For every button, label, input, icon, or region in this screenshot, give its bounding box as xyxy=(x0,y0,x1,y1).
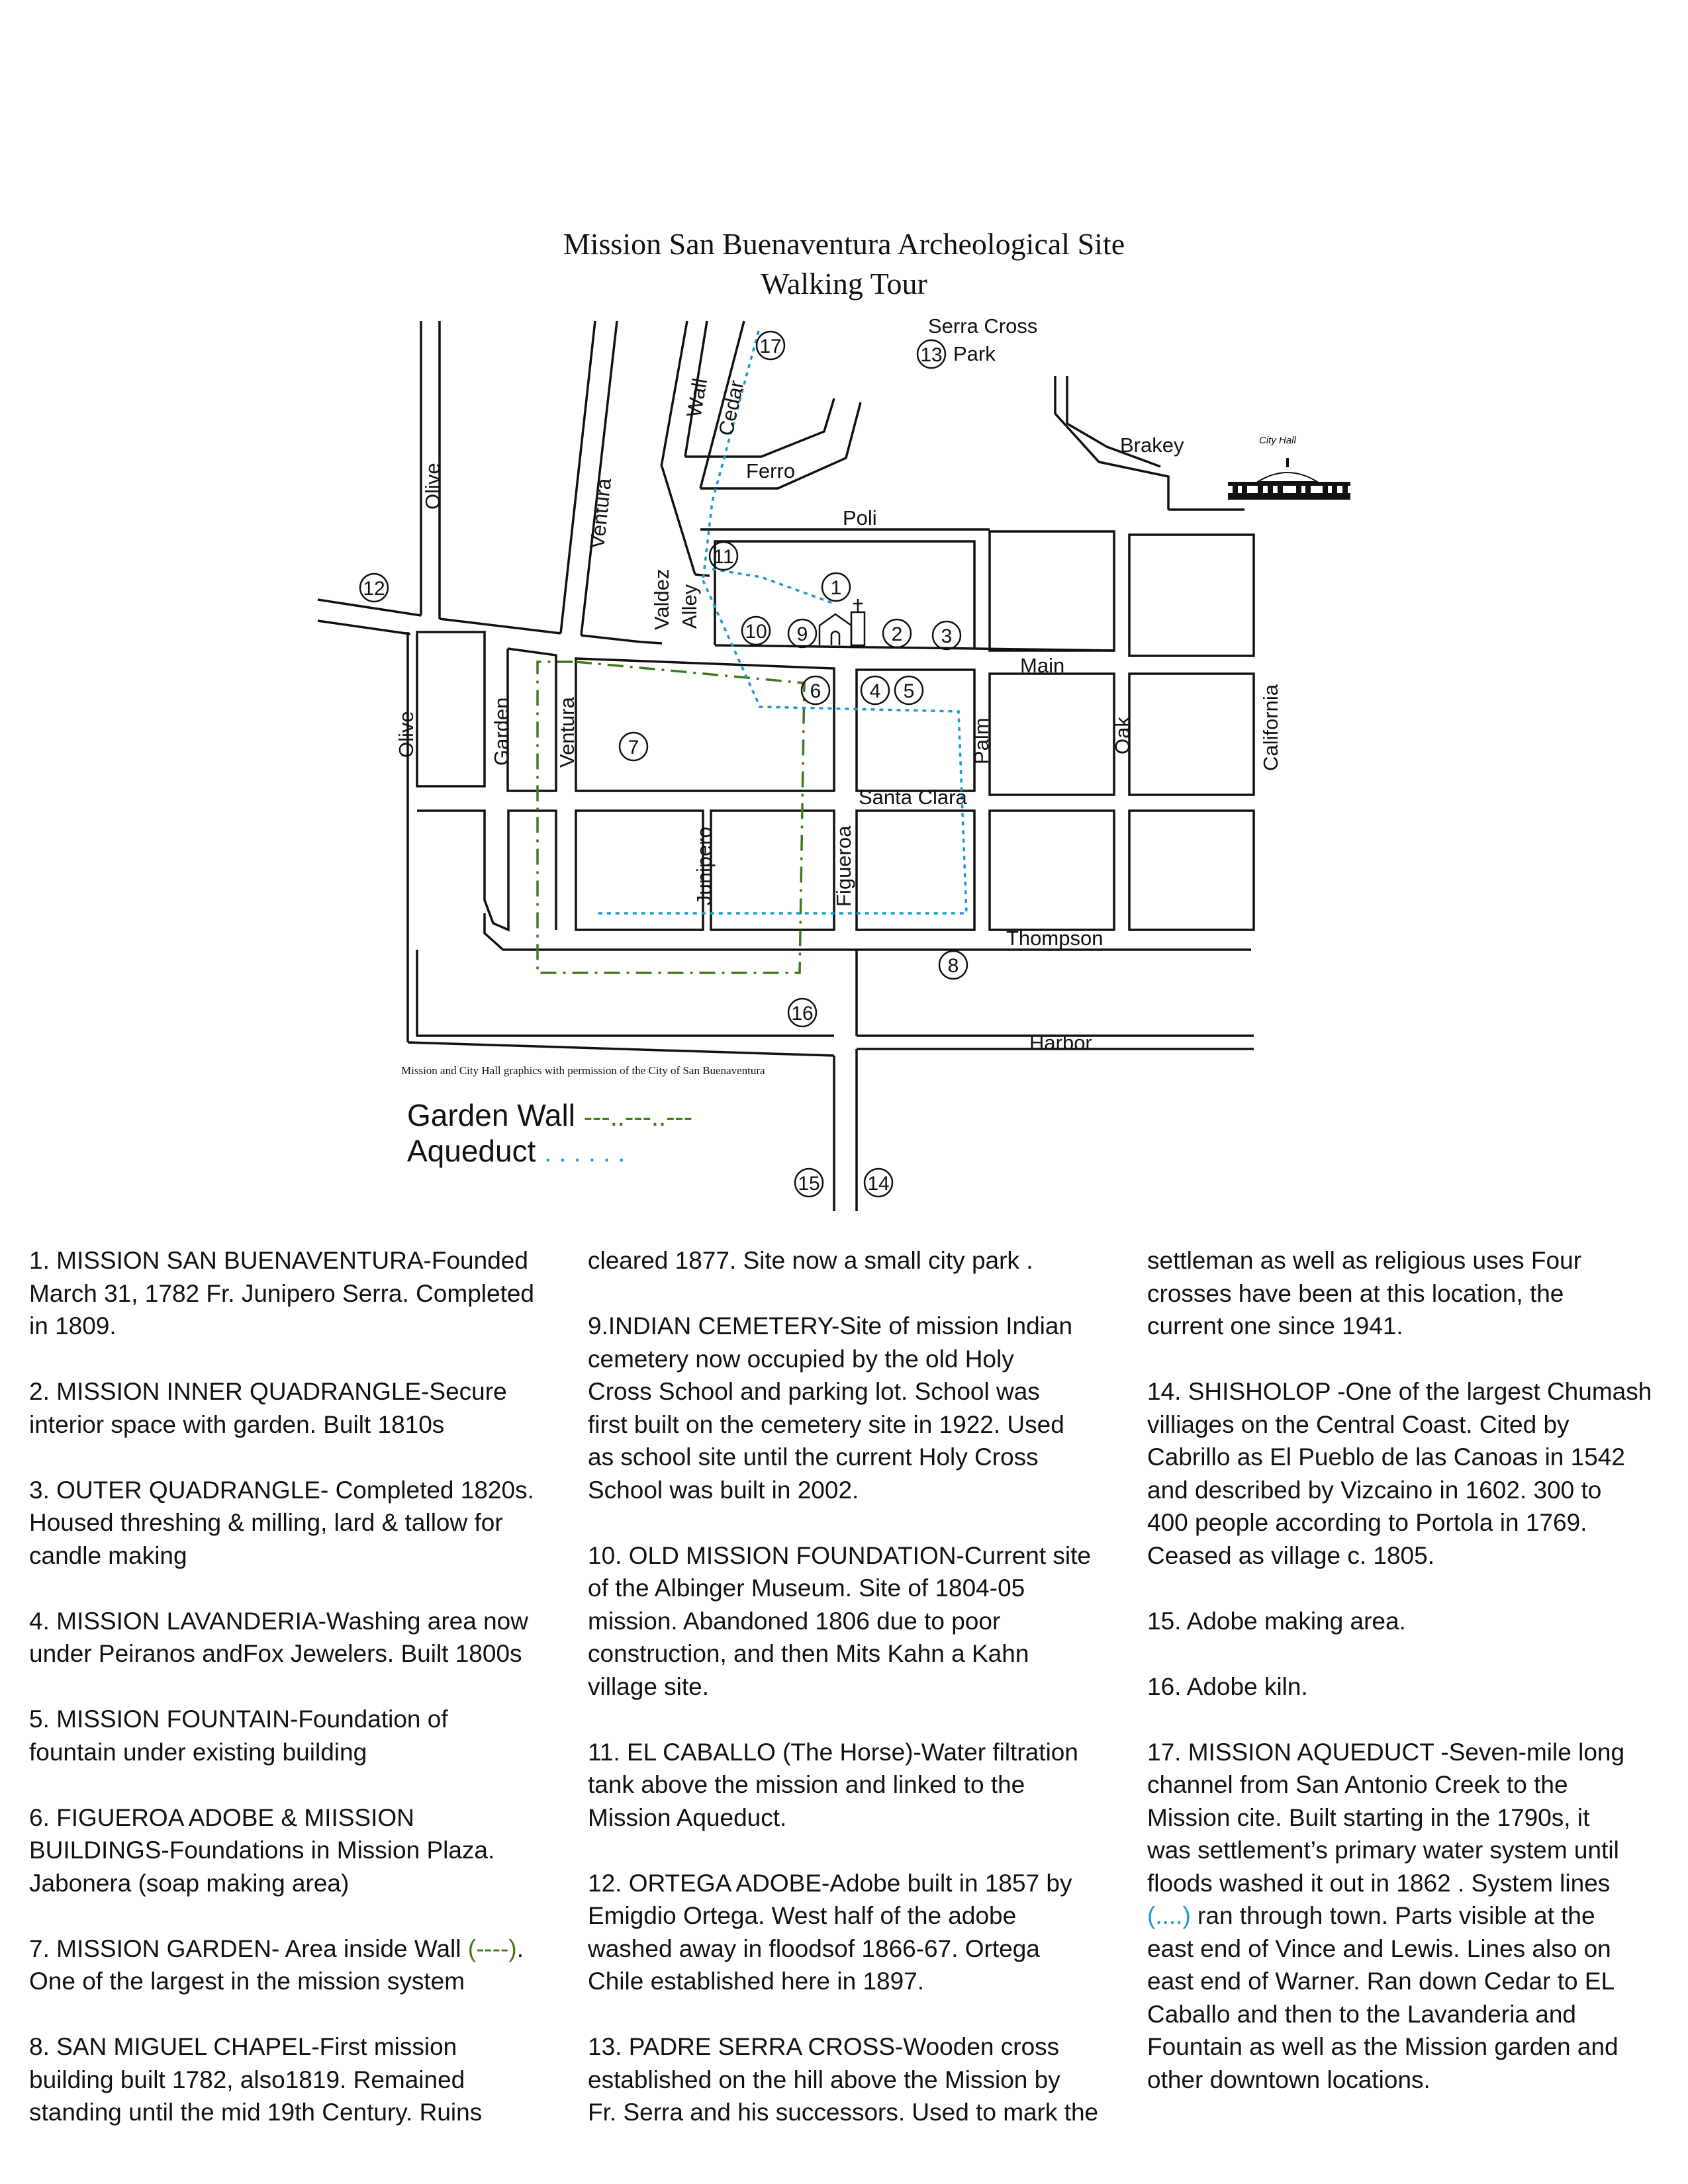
street-brakey: Brakey xyxy=(1120,433,1184,457)
map-subtitle: Walking Tour xyxy=(761,267,927,300)
marker-10: 10 xyxy=(745,621,767,643)
site-17-text-start: 17. MISSION AQUEDUCT -Seven-mile long channel from San Antonio Creek to the Mission cite. Built starting in the 1790s, it was settlement’s primary water system until floods washed it out in 1862 . System lines xyxy=(1147,1738,1625,1897)
marker-8: 8 xyxy=(947,955,959,977)
legend-garden-wall-label: Garden Wall xyxy=(407,1098,575,1132)
marker-1: 1 xyxy=(830,577,842,599)
map-title: Mission San Buenaventura Archeological Site xyxy=(563,227,1125,261)
marker-17: 17 xyxy=(759,336,782,357)
graphics-credit: Mission and City Hall graphics with permission of the City of San Buenaventura xyxy=(401,1064,765,1077)
legend-garden-wall-symbol: ---..---..--- xyxy=(583,1103,693,1132)
street-olive-south: Olive xyxy=(395,711,418,758)
street-valdez: Valdez xyxy=(650,569,673,630)
street-alley: Alley xyxy=(678,584,701,629)
garden-wall-symbol-inline: (----) xyxy=(467,1934,517,1962)
legend-aqueduct-label: Aqueduct xyxy=(407,1134,536,1168)
site-5-text: 5. MISSION FOUNTAIN-Foundation of fountain under existing building xyxy=(29,1706,448,1766)
street-main: Main xyxy=(1020,654,1065,677)
street-santa-clara: Santa Clara xyxy=(859,786,967,809)
street-california: California xyxy=(1259,684,1282,771)
site-14-text: 14. SHISHOLOP -One of the largest Chumash villiages on the Central Coast. Cited by Cabrillo as El Pueblo de las Canoas in 1542 and described by Vizcaino in 1602. 300 to 400 people according to Portola in 1769. Ceased as village c. 1805. xyxy=(1147,1378,1652,1569)
marker-9: 9 xyxy=(796,623,808,645)
mission-church-icon xyxy=(820,599,865,645)
site-13-text-continued: settleman as well as religious uses Four crosses have been at this location, the current one since 1941. xyxy=(1147,1247,1582,1340)
site-4-text: 4. MISSION LAVANDERIA-Washing area now under Peiranos andFox Jewelers. Built 1800s xyxy=(29,1607,528,1667)
site-12-text: 12. ORTEGA ADOBE-Adobe built in 1857 by Emigdio Ortega. West half of the adobe washed away in floodsof 1866-67. Ortega Chile established here in 1897. xyxy=(588,1869,1072,1995)
site-7-text xyxy=(29,1933,559,1998)
city-hall-icon xyxy=(1228,458,1350,500)
site-6-text: 6. FIGUEROA ADOBE & MIISSION BUILDINGS-Foundations in Mission Plaza. Jabonera (soap making area) xyxy=(29,1803,495,1897)
sites-column-3 xyxy=(1147,1244,1677,2129)
street-ferro: Ferro xyxy=(746,459,796,482)
street-thompson: Thompson xyxy=(1006,927,1103,950)
street-oak: Oak xyxy=(1111,717,1134,754)
site-7-text-end: . One of the largest in the mission system xyxy=(29,1934,524,1995)
site-3-text: 3. OUTER QUADRANGLE- Completed 1820s. Housed threshing & milling, lard & tallow for candle making xyxy=(29,1476,534,1569)
street-junipero: Junipero xyxy=(692,827,716,905)
site-17-text-end: ran through town. Parts visible at the east end of Vince and Lewis. Lines also on east end of Warner. Ran down Cedar to EL Caballo and then to the Lavanderia and Fountain as well as the Mission garden and other downtown locations. xyxy=(1147,1902,1618,2093)
street-wall: Wall xyxy=(682,376,712,420)
sites-column-1 xyxy=(29,1244,559,2161)
marker-6: 6 xyxy=(810,680,821,702)
legend-aqueduct-symbol: . . . . . . xyxy=(544,1138,626,1167)
site-17-text xyxy=(1147,1736,1677,2097)
aqueduct-symbol-inline: (....) xyxy=(1147,1902,1191,1929)
site-15-text: 15. Adobe making area. xyxy=(1147,1607,1406,1635)
marker-7: 7 xyxy=(628,737,639,758)
street-palm: Palm xyxy=(970,717,993,764)
street-olive-north: Olive xyxy=(421,463,444,510)
marker-5: 5 xyxy=(903,680,915,702)
site-2-text: 2. MISSION INNER QUADRANGLE-Secure interior space with garden. Built 1810s xyxy=(29,1378,507,1438)
street-harbor: Harbor xyxy=(1029,1031,1092,1054)
sites-column-2 xyxy=(588,1244,1117,2161)
serra-cross-label: Serra Cross xyxy=(928,314,1038,338)
street-ventura-north: Ventura xyxy=(585,477,616,550)
park-label: Park xyxy=(953,342,996,365)
site-13-text: 13. PADRE SERRA CROSS-Wooden cross established on the hill above the Mission by Fr. Serra and his successors. Used to mark the xyxy=(588,2033,1099,2126)
marker-13: 13 xyxy=(920,344,943,366)
city-hall-label: City Hall xyxy=(1259,435,1296,446)
site-1-text: 1. MISSION SAN BUENAVENTURA-Founded March 31, 1782 Fr. Junipero Serra. Completed in 1809. xyxy=(29,1247,534,1340)
marker-2: 2 xyxy=(891,623,903,645)
marker-12: 12 xyxy=(363,578,385,600)
site-8-text-continued: cleared 1877. Site now a small city park . xyxy=(588,1247,1033,1274)
site-7-text-start: 7. MISSION GARDEN- Area inside Wall xyxy=(29,1934,468,1962)
marker-4: 4 xyxy=(869,680,881,702)
marker-14: 14 xyxy=(867,1173,890,1195)
legend-garden-wall xyxy=(407,1097,692,1135)
legend-aqueduct xyxy=(407,1133,625,1171)
site-8-text: 8. SAN MIGUEL CHAPEL-First mission building built 1782, also1819. Remained standing until the mid 19th Century. Ruins xyxy=(29,2033,483,2126)
site-9-text: 9.INDIAN CEMETERY-Site of mission Indian cemetery now occupied by the old Holy Cross School and parking lot. School was first built on the cemetery site in 1922. Used as school site until the current Holy Cross School was built in 2002. xyxy=(588,1312,1073,1504)
marker-15: 15 xyxy=(798,1173,820,1195)
street-poli: Poli xyxy=(843,506,877,529)
site-10-text: 10. OLD MISSION FOUNDATION-Current site of the Albinger Museum. Site of 1804-05 mission. Abandoned 1806 due to poor construction, and then Mits Kahn a Kahn village site. xyxy=(588,1541,1091,1700)
site-16-text: 16. Adobe kiln. xyxy=(1147,1672,1308,1700)
street-grid xyxy=(318,321,1254,1211)
street-cedar: Cedar xyxy=(714,378,749,438)
street-garden: Garden xyxy=(490,697,513,766)
marker-3: 3 xyxy=(941,625,953,647)
street-ventura-south: Ventura xyxy=(555,697,579,768)
street-figueroa: Figueroa xyxy=(832,825,855,907)
marker-16: 16 xyxy=(791,1003,814,1024)
marker-11: 11 xyxy=(713,546,734,568)
site-11-text: 11. EL CABALLO (The Horse)-Water filtration tank above the mission and linked to the Mission Aqueduct. xyxy=(588,1738,1078,1831)
